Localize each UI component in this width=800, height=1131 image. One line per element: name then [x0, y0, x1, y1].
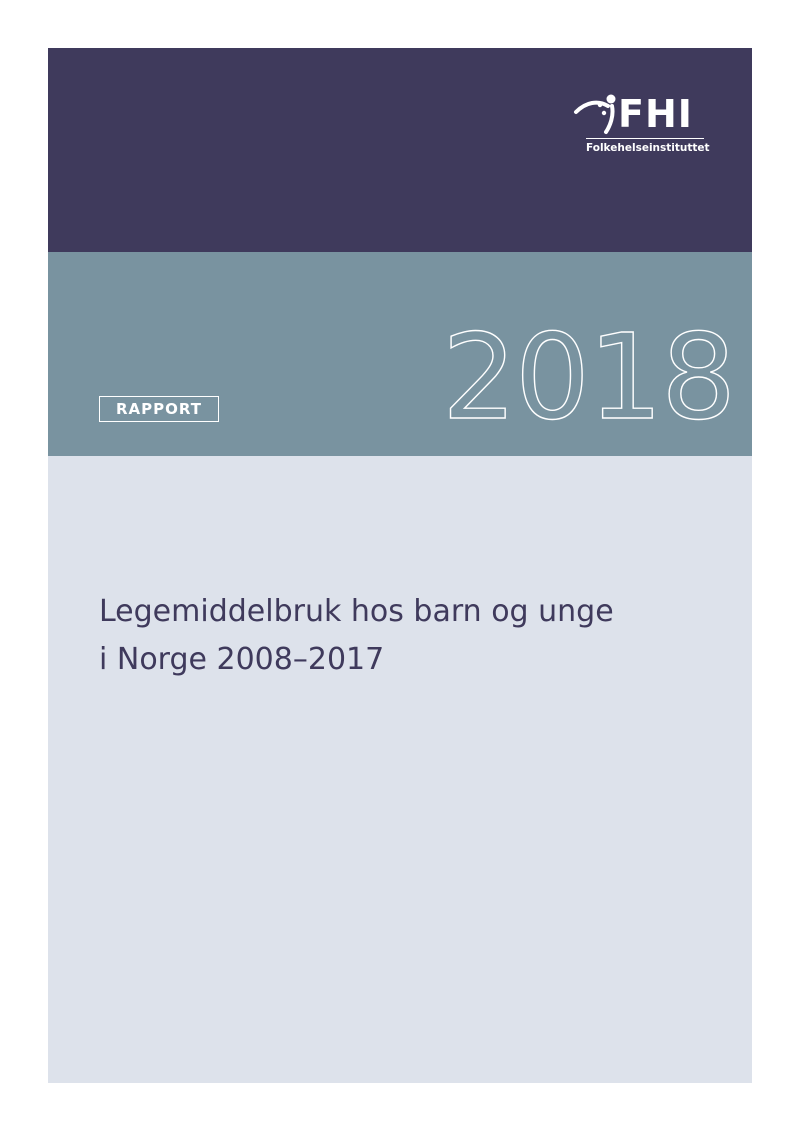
- title-band: [48, 456, 752, 1083]
- report-cover: [48, 48, 752, 1083]
- year-outline: [441, 308, 735, 446]
- title-line-1: Legemiddelbruk hos barn og unge: [99, 594, 614, 629]
- fhi-logo: [572, 92, 712, 162]
- logo-abbreviation: FHI: [618, 92, 693, 136]
- year-text: 2018: [441, 308, 735, 446]
- fhi-figure-icon: [572, 92, 620, 140]
- report-title: [99, 588, 719, 684]
- logo-divider: [586, 138, 704, 139]
- title-line-2: i Norge 2008–2017: [99, 642, 385, 677]
- logo-name: Folkehelseinstituttet: [586, 142, 710, 154]
- header-band: [48, 48, 752, 252]
- report-type-label: RAPPORT: [99, 396, 219, 422]
